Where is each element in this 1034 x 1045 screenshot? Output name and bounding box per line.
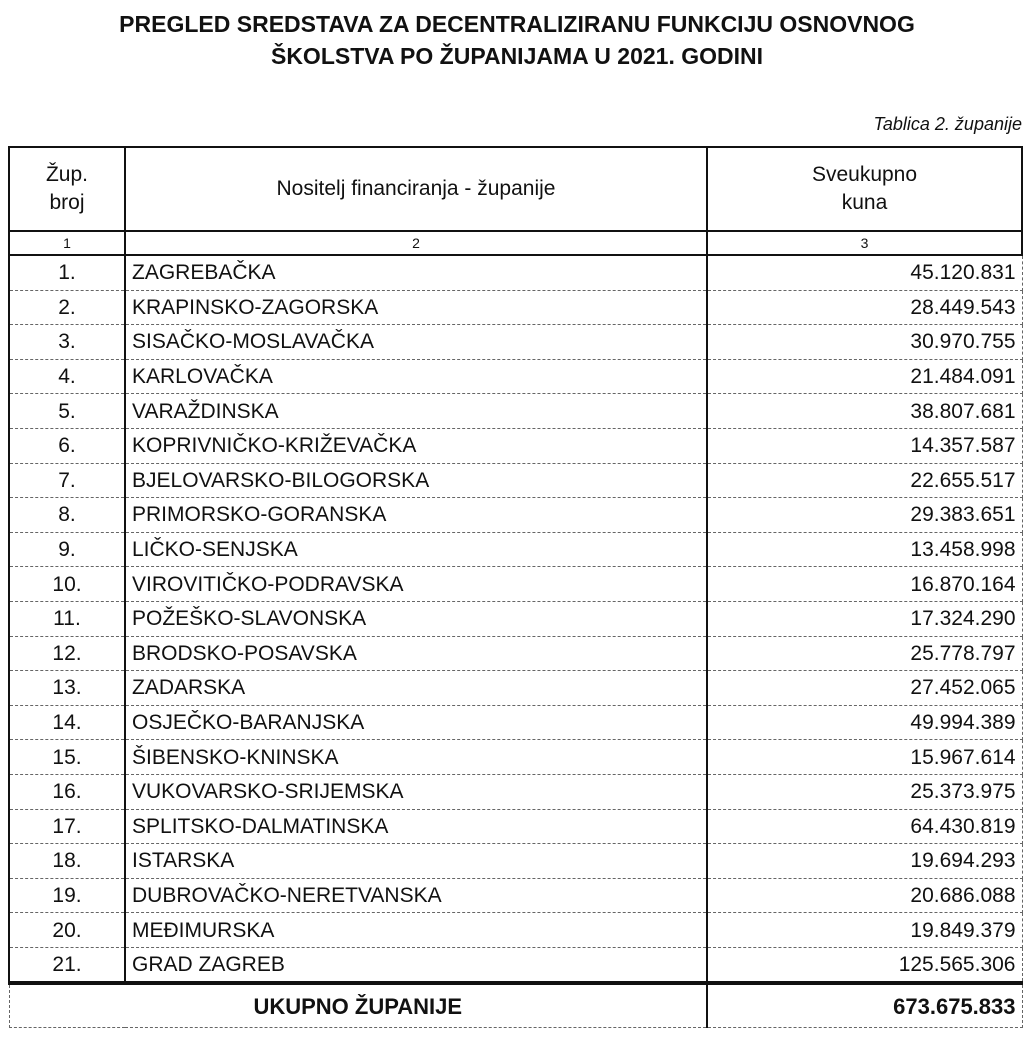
table-row — [9, 878, 1022, 913]
header-funding-holder: Nositelj financiranja - županije — [125, 147, 707, 231]
amount: 38.807.681 — [707, 394, 1022, 429]
county-name: KRAPINSKO-ZAGORSKA — [125, 290, 707, 325]
county-name: VUKOVARSKO-SRIJEMSKA — [125, 774, 707, 809]
table-row — [9, 498, 1022, 533]
table-row — [9, 463, 1022, 498]
table-row — [9, 705, 1022, 740]
amount: 20.686.088 — [707, 878, 1022, 913]
amount: 17.324.290 — [707, 601, 1022, 636]
table-row — [9, 428, 1022, 463]
header-text: broj — [49, 191, 85, 214]
amount: 14.357.587 — [707, 428, 1022, 463]
table-row — [9, 290, 1022, 325]
table-row — [9, 359, 1022, 394]
table-row — [9, 325, 1022, 360]
county-number: 5. — [9, 394, 125, 429]
county-name: GRAD ZAGREB — [125, 947, 707, 983]
county-number: 16. — [9, 774, 125, 809]
table-row — [9, 636, 1022, 671]
amount: 30.970.755 — [707, 325, 1022, 360]
county-name: POŽEŠKO-SLAVONSKA — [125, 601, 707, 636]
county-name: MEĐIMURSKA — [125, 913, 707, 948]
table-row — [9, 740, 1022, 775]
county-number: 14. — [9, 705, 125, 740]
amount: 64.430.819 — [707, 809, 1022, 844]
county-name: KOPRIVNIČKO-KRIŽEVAČKA — [125, 428, 707, 463]
amount: 28.449.543 — [707, 290, 1022, 325]
header-row — [9, 147, 1022, 231]
county-number: 1. — [9, 255, 125, 290]
county-name: PRIMORSKO-GORANSKA — [125, 498, 707, 533]
county-name: VARAŽDINSKA — [125, 394, 707, 429]
header-text: Sveukupno — [811, 163, 918, 186]
column-number: 2 — [125, 231, 707, 255]
county-name: ZAGREBAČKA — [125, 255, 707, 290]
county-name: SISAČKO-MOSLAVAČKA — [125, 325, 707, 360]
total-label: UKUPNO ŽUPANIJE — [9, 983, 707, 1028]
amount: 19.694.293 — [707, 844, 1022, 879]
table-row — [9, 844, 1022, 879]
total-amount: 673.675.833 — [707, 983, 1022, 1028]
table-row — [9, 947, 1022, 983]
county-name: VIROVITIČKO-PODRAVSKA — [125, 567, 707, 602]
county-number: 8. — [9, 498, 125, 533]
county-number: 10. — [9, 567, 125, 602]
county-name: BJELOVARSKO-BILOGORSKA — [125, 463, 707, 498]
header-total-kuna — [707, 147, 1022, 231]
amount: 49.994.389 — [707, 705, 1022, 740]
county-number: 7. — [9, 463, 125, 498]
column-number: 3 — [707, 231, 1022, 255]
table-row — [9, 255, 1022, 290]
county-number: 18. — [9, 844, 125, 879]
column-number-row — [9, 231, 1022, 255]
table-row — [9, 809, 1022, 844]
county-number: 15. — [9, 740, 125, 775]
amount: 25.373.975 — [707, 774, 1022, 809]
county-funding-table — [8, 146, 1023, 1028]
county-name: LIČKO-SENJSKA — [125, 532, 707, 567]
county-name: ZADARSKA — [125, 671, 707, 706]
county-number: 11. — [9, 601, 125, 636]
county-number: 3. — [9, 325, 125, 360]
amount: 25.778.797 — [707, 636, 1022, 671]
amount: 19.849.379 — [707, 913, 1022, 948]
county-number: 12. — [9, 636, 125, 671]
header-text: Žup. — [45, 163, 89, 186]
county-number: 6. — [9, 428, 125, 463]
column-number: 1 — [9, 231, 125, 255]
county-number: 17. — [9, 809, 125, 844]
amount: 21.484.091 — [707, 359, 1022, 394]
amount: 27.452.065 — [707, 671, 1022, 706]
county-name: SPLITSKO-DALMATINSKA — [125, 809, 707, 844]
amount: 13.458.998 — [707, 532, 1022, 567]
county-number: 13. — [9, 671, 125, 706]
document-title — [0, 8, 1034, 72]
amount: 29.383.651 — [707, 498, 1022, 533]
table-row — [9, 671, 1022, 706]
table-row — [9, 913, 1022, 948]
header-text: kuna — [841, 191, 888, 214]
header-county-number — [9, 147, 125, 231]
county-name: OSJEČKO-BARANJSKA — [125, 705, 707, 740]
amount: 15.967.614 — [707, 740, 1022, 775]
amount: 45.120.831 — [707, 255, 1022, 290]
amount: 22.655.517 — [707, 463, 1022, 498]
table-row — [9, 601, 1022, 636]
county-number: 20. — [9, 913, 125, 948]
table-row — [9, 532, 1022, 567]
county-number: 2. — [9, 290, 125, 325]
table-row — [9, 567, 1022, 602]
amount: 125.565.306 — [707, 947, 1022, 983]
table-row — [9, 774, 1022, 809]
table-row — [9, 394, 1022, 429]
table-caption: Tablica 2. županije — [873, 114, 1022, 134]
county-number: 19. — [9, 878, 125, 913]
county-name: DUBROVAČKO-NERETVANSKA — [125, 878, 707, 913]
amount: 16.870.164 — [707, 567, 1022, 602]
county-number: 21. — [9, 947, 125, 983]
county-name: KARLOVAČKA — [125, 359, 707, 394]
county-name: ŠIBENSKO-KNINSKA — [125, 740, 707, 775]
county-number: 4. — [9, 359, 125, 394]
title-line-2: ŠKOLSTVA PO ŽUPANIJAMA U 2021. GODINI — [270, 43, 764, 69]
county-name: BRODSKO-POSAVSKA — [125, 636, 707, 671]
title-line-1: PREGLED SREDSTAVA ZA DECENTRALIZIRANU FUNKCIJU OSNOVNOG — [119, 11, 915, 37]
total-row — [9, 983, 1022, 1028]
county-name: ISTARSKA — [125, 844, 707, 879]
county-number: 9. — [9, 532, 125, 567]
